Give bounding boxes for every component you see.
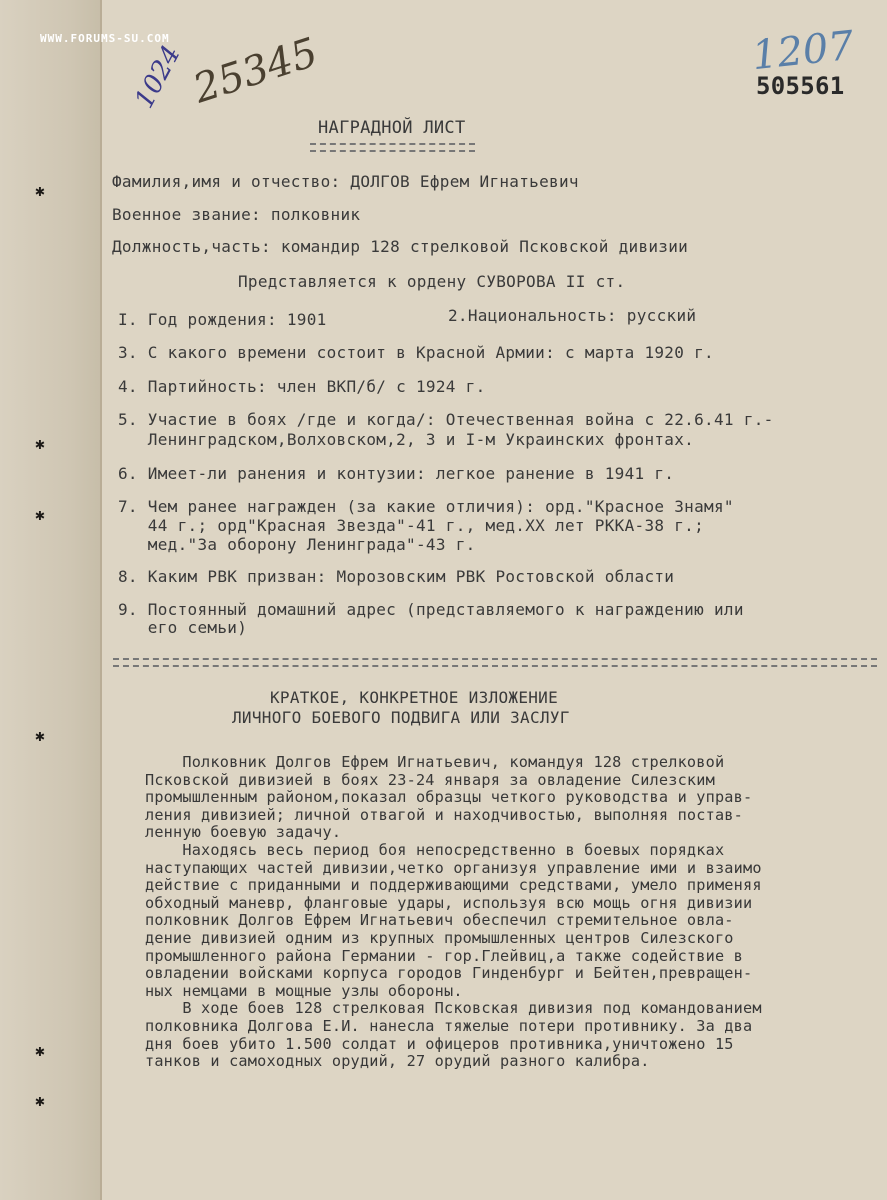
punch-hole: ✱	[35, 434, 45, 453]
field-position: Должность,часть: командир 128 стрелковой Псковской дивизии	[112, 237, 689, 256]
punch-hole: ✱	[35, 726, 45, 745]
narrative-text: Полковник Долгов Ефрем Игнатьевич, командуя 128 стрелковой Псковской дивизией в боях 23-24 января за овладение Силезским промышленным районом,показал образцы четкого руководства и управ- ления дивизией; личной отвагой и находчивостью, выполняя постав- ленную боевую задачу. Находясь весь период боя непосредственно в боевых порядках наступающих частей дивизии,четко организуя управление ими и взаимо действие с приданными и поддерживающими средствами, умело применяя обходный маневр, фланговые удары, используя всю мощь огня дивизии полковник Долгов Ефрем Игнатьевич обеспечил стремительное овла- дение дивизией одним из крупных промышленных центров Силезского промышленного района Германии - гор.Глейвиц,а также содействие в овладении войсками корпуса городов Гинденбург и Бейтен,превращен- ных немцами в мощные узлы обороны. В ходе боев 128 стрелковая Псковская дивизия под командованием полковника Долгова Е.И. нанесла тяжелые потери противнику. За два дня боев убито 1.500 солдат и офицеров противника,уничтожено 15 танков и самоходных орудий, 27 орудий разного калибра.	[145, 753, 762, 1071]
handwritten-number: 25345	[188, 29, 324, 113]
item-wounds: 6. Имеет-ли ранения и контузии: легкое ранение в 1941 г.	[118, 464, 675, 483]
field-rank: Военное звание: полковник	[112, 205, 361, 224]
item-awards: 7. Чем ранее награжден (за какие отличия): орд."Красное Знамя" 44 г.; орд"Красная Звезда"-41 г., мед.XX лет РККА-38 г.; мед."За оборону Ленинграда"-43 г.	[118, 497, 734, 554]
punch-hole: ✱	[35, 181, 45, 200]
punch-hole: ✱	[35, 1041, 45, 1060]
item-draft-office: 8. Каким РВК призван: Морозовским РВК Ростовской области	[118, 567, 675, 586]
section-heading: КРАТКОЕ, КОНКРЕТНОЕ ИЗЛОЖЕНИЕ	[270, 688, 559, 707]
document-number: 505561	[756, 72, 845, 100]
binding-margin	[0, 0, 102, 1200]
item-battles: 5. Участие в боях /где и когда/: Отечественная война с 22.6.41 г.- Ленинградском,Волховском,2, 3 и I-м Украинских фронтах.	[118, 410, 774, 449]
item-nationality: 2.Национальность: русский	[448, 306, 697, 325]
title-underline	[310, 143, 475, 152]
section-divider	[113, 658, 877, 667]
field-nominated: Представляется к ордену СУВОРОВА II ст.	[238, 272, 626, 291]
watermark: WWW.FORUMS-SU.COM	[40, 32, 170, 45]
handwritten-mark: 1024	[129, 40, 187, 114]
item-address: 9. Постоянный домашний адрес (представляемого к награждению или его семьи)	[118, 600, 744, 637]
handwritten-mark: 1207	[749, 22, 856, 80]
punch-hole: ✱	[35, 505, 45, 524]
item-birth-year: I. Год рождения: 1901	[118, 310, 327, 329]
item-service-start: 3. С какого времени состоит в Красной Армии: с марта 1920 г.	[118, 343, 714, 362]
item-party: 4. Партийность: член ВКП/б/ с 1924 г.	[118, 377, 486, 396]
section-heading: ЛИЧНОГО БОЕВОГО ПОДВИГА ИЛИ ЗАСЛУГ	[232, 708, 570, 727]
page-title: НАГРАДНОЙ ЛИСТ	[318, 118, 466, 138]
field-name: Фамилия,имя и отчество: ДОЛГОВ Ефрем Игнатьевич	[112, 172, 579, 191]
punch-hole: ✱	[35, 1091, 45, 1110]
